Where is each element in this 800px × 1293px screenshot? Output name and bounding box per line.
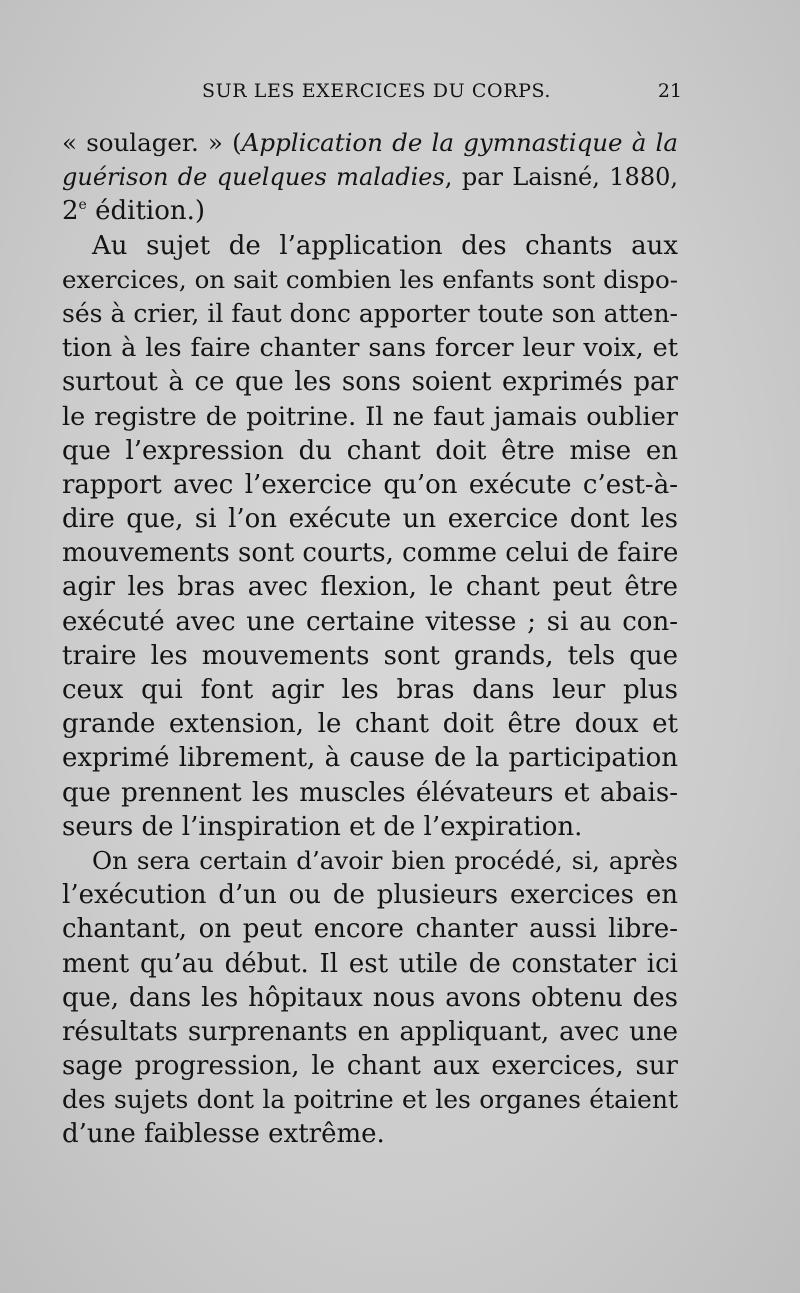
text-line — [62, 639, 678, 673]
text-line-1-16: que prennent les muscles élévateurs et abais- — [62, 777, 678, 808]
text-line-2-2: chantant, on peut encore chanter aussi libre- — [62, 914, 678, 945]
text-line-1-15: exprimé librement, à cause de la participation — [62, 743, 678, 774]
text-line-0-0: « soulager. » (Application de la gymnastique à la — [62, 128, 678, 157]
text-line — [62, 1117, 678, 1151]
body-text — [62, 126, 678, 1152]
text-line — [62, 878, 678, 912]
text-line-1-13: ceux qui font agir les bras dans leur plus — [62, 675, 678, 705]
text-line-1-2: sés à crier, il faut donc apporter toute son atten- — [62, 298, 678, 328]
text-line — [62, 365, 678, 399]
text-line — [62, 194, 678, 228]
text-line-2-1: l’exécution d’un ou de plusieurs exercices en — [62, 880, 678, 911]
text-line-2-8: d’une faiblesse extrême. — [62, 1119, 385, 1150]
text-line — [62, 741, 678, 775]
text-line-0-2: 2e édition.) — [62, 196, 206, 227]
page-number: 21 — [657, 80, 682, 102]
text-line — [62, 673, 678, 707]
running-title: SUR LES EXERCICES DU CORPS. — [202, 80, 552, 102]
text-line-1-14: grande extension, le chant doit être doux et — [62, 709, 678, 740]
text-line — [62, 297, 678, 331]
text-line — [62, 536, 678, 570]
text-line — [62, 947, 678, 981]
text-line-2-4: que, dans les hôpitaux nous avons obtenu des — [62, 982, 678, 1013]
text-line-1-6: que l’expression du chant doit être mise en — [62, 435, 678, 466]
text-line-1-8: dire que, si l’on exécute un exercice dont les — [62, 504, 678, 535]
text-line — [62, 776, 678, 810]
text-line — [62, 707, 678, 741]
text-line — [62, 1049, 678, 1083]
text-line — [62, 229, 678, 263]
text-line-1-3: tion à les faire chanter sans forcer leur voix, et — [62, 333, 678, 364]
running-head — [62, 80, 682, 112]
text-line — [62, 844, 678, 878]
text-line-1-17: seurs de l’inspiration et de l’expiration. — [62, 811, 583, 842]
text-line — [62, 331, 678, 365]
text-line — [62, 263, 678, 297]
text-line-1-10: agir les bras avec flexion, le chant peut être — [62, 572, 678, 603]
text-line-1-0: Au sujet de l’application des chants aux — [92, 230, 678, 261]
text-line-2-0: On sera certain d’avoir bien procédé, si, après — [92, 845, 678, 875]
text-line-1-7: rapport avec l’exercice qu’on exécute c’est-à- — [62, 469, 678, 500]
text-line — [62, 1015, 678, 1049]
text-line-2-3: ment qu’au début. Il est utile de constater ici — [62, 948, 678, 979]
text-line — [62, 126, 678, 160]
text-line-1-9: mouvements sont courts, comme celui de faire — [62, 538, 679, 569]
text-line — [62, 912, 678, 946]
text-line-1-4: surtout à ce que les sons soient exprimés par — [62, 367, 678, 398]
text-line — [62, 434, 678, 468]
text-line — [62, 160, 678, 194]
text-line — [62, 810, 678, 844]
text-line-0-1: guérison de quelques maladies, par Laisné, 1880, — [62, 163, 678, 192]
text-line-1-5: le registre de poitrine. Il ne faut jamais oublier — [62, 401, 678, 432]
text-line — [62, 1083, 678, 1117]
text-line-2-6: sage progression, le chant aux exercices, sur — [62, 1051, 678, 1082]
text-line-1-11: exécuté avec une certaine vitesse ; si au con- — [62, 606, 678, 637]
text-line — [62, 468, 678, 502]
text-line-1-1: exercices, on sait combien les enfants sont dispo- — [62, 264, 678, 294]
text-line — [62, 400, 678, 434]
text-line-1-12: traire les mouvements sont grands, tels que — [62, 640, 678, 671]
text-line — [62, 502, 678, 536]
text-line — [62, 570, 678, 604]
text-line-2-5: résultats surprenants en appliquant, avec une — [62, 1016, 678, 1047]
text-line-2-7: des sujets dont la poitrine et les organes étaient — [62, 1085, 678, 1115]
text-line — [62, 605, 678, 639]
text-line — [62, 981, 678, 1015]
